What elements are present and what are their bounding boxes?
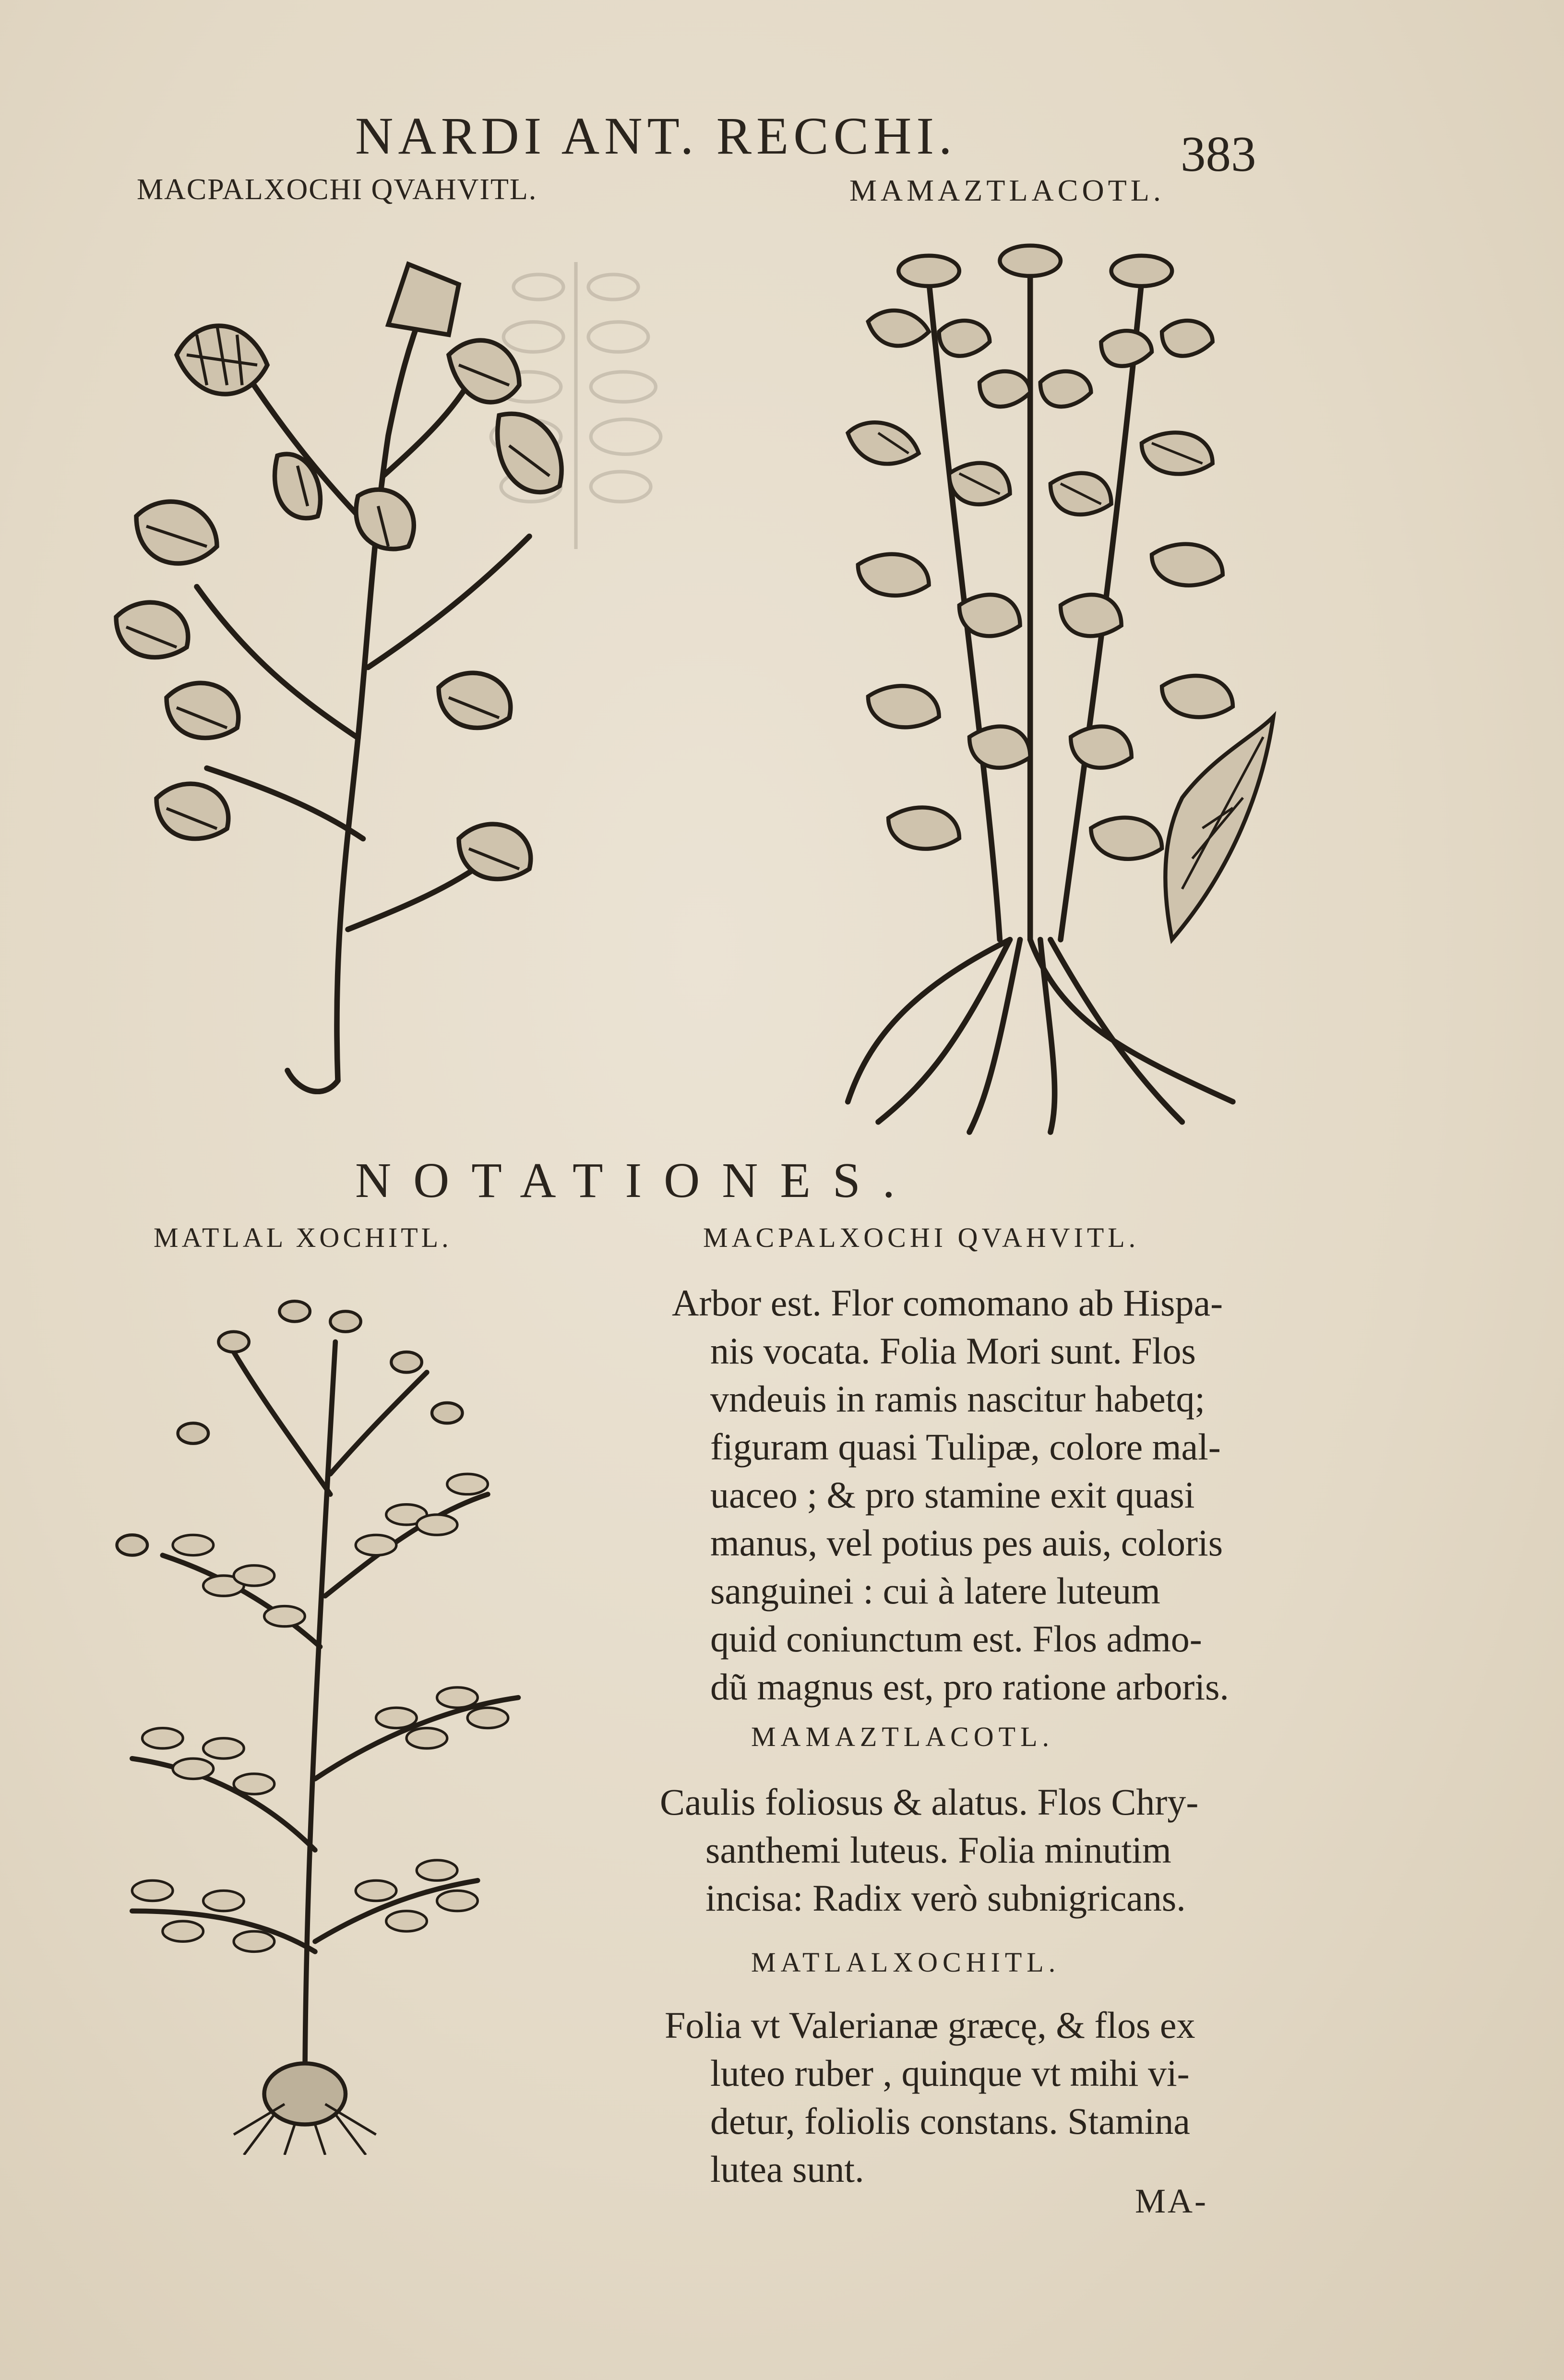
text-line: Arbor est. Flor comomano ab Hispa-	[672, 1282, 1223, 1324]
text-line: luteo ruber , quinque vt mihi vi-	[710, 2052, 1190, 2094]
text-line: sanguinei : cui à latere luteum	[710, 1570, 1160, 1612]
text-line: manus, vel potius pes auis, coloris	[710, 1522, 1223, 1564]
text-line: Caulis foliosus & alatus. Flos Chry-	[660, 1781, 1199, 1823]
text-line: incisa: Radix verò subnigricans.	[705, 1877, 1186, 1919]
text-line: dũ magnus est, pro ratione arboris.	[710, 1666, 1229, 1708]
illustration-caption-macpalxochi: MACPALXOCHI QVAHVITL.	[137, 173, 537, 206]
illustration-caption-mamaztlacotl: MAMAZTLACOTL.	[849, 173, 1165, 207]
text-line: uaceo ; & pro stamine exit quasi	[710, 1474, 1195, 1516]
text-line: santhemi luteus. Folia minutim	[705, 1829, 1171, 1871]
woodcut-illustration-matlal-xochitl	[91, 1291, 600, 2155]
illustration-caption-matlal-xochitl: MATLAL XOCHITL.	[154, 1222, 452, 1253]
text-line: Folia vt Valerianæ græcę, & flos ex	[665, 2004, 1195, 2046]
text-line: detur, foliolis constans. Stamina	[710, 2100, 1190, 2142]
entry-title-mamaztlacotl: MAMAZTLACOTL.	[751, 1721, 1054, 1752]
text-line: quid coniunctum est. Flos admo-	[710, 1618, 1202, 1660]
woodcut-illustration-mamaztlacotl	[806, 230, 1315, 1142]
catchword: MA-	[1135, 2182, 1208, 2220]
page-number: 383	[1181, 126, 1256, 182]
woodcut-flowering-shrub-icon	[96, 230, 600, 1094]
entry-text-macpalxochi	[672, 1279, 1267, 1711]
entry-text-matlalxochitl	[665, 2001, 1265, 2193]
text-line: nis vocata. Folia Mori sunt. Flos	[710, 1330, 1196, 1372]
entry-title-macpalxochi: MACPALXOCHI QVAHVITL.	[703, 1222, 1140, 1253]
entry-text-mamaztlacotl	[660, 1778, 1265, 1922]
text-line: vndeuis in ramis nascitur habetq;	[710, 1378, 1206, 1420]
woodcut-illustration-macpalxochi	[96, 230, 600, 1094]
text-line: figuram quasi Tulipæ, colore mal-	[710, 1426, 1221, 1468]
woodcut-pinnate-plant-with-bulb-icon	[91, 1291, 600, 2155]
entry-title-matlalxochitl: MATLALXOCHITL.	[751, 1947, 1061, 1978]
running-head: NARDI ANT. RECCHI.	[355, 107, 957, 165]
woodcut-leafy-herb-with-roots-icon	[806, 230, 1315, 1142]
text-line: lutea sunt.	[710, 2148, 864, 2190]
notationes-heading: NOTATIONES.	[355, 1153, 917, 1208]
